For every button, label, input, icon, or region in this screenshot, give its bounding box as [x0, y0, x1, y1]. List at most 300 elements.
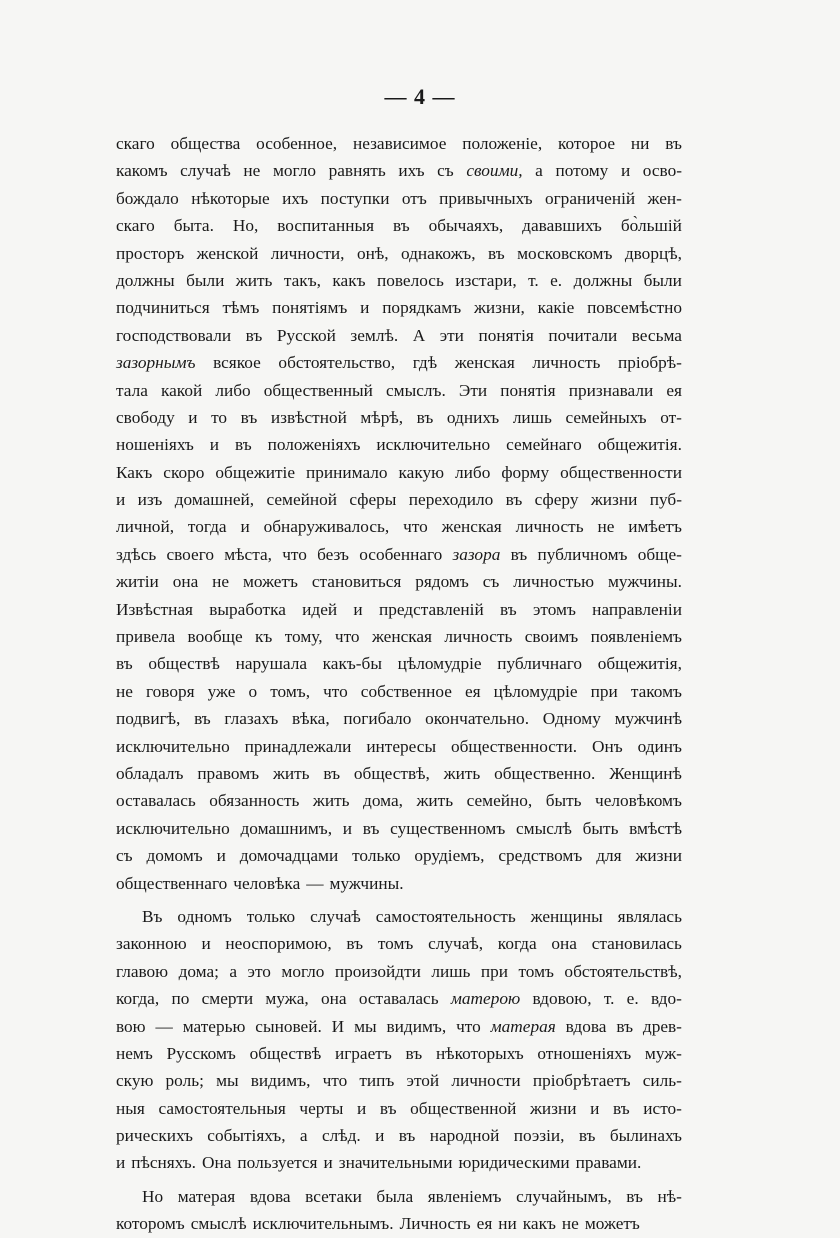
word: мы [354, 1016, 377, 1036]
word: въ [393, 216, 410, 236]
word: и [240, 517, 250, 537]
word: почитали [548, 325, 618, 345]
word: въ [416, 407, 434, 427]
word: смыслѣ [190, 1214, 247, 1234]
word: т. [528, 270, 539, 290]
word: случаѣ [310, 906, 361, 926]
word: самостоятельность [375, 906, 516, 926]
word: въ [194, 709, 211, 729]
word: что [403, 517, 428, 537]
word: слѣд. [321, 1126, 361, 1146]
word: и [590, 1098, 600, 1118]
word: такъ, [283, 270, 321, 290]
word: ея [464, 681, 481, 701]
word: томъ [518, 961, 554, 981]
word: поэзiи, [513, 1126, 565, 1146]
word: въ [245, 325, 263, 345]
word: е. [626, 989, 639, 1009]
word: личной, [116, 517, 175, 537]
word: лишь [512, 407, 552, 427]
word: мужчины. [329, 873, 404, 893]
text-line [116, 623, 682, 650]
word: силь- [642, 1071, 682, 1091]
word: при [480, 961, 508, 981]
word: личность [515, 517, 584, 537]
word: исключительно [116, 818, 230, 838]
word: отъ [401, 188, 427, 208]
word: дворцѣ, [624, 243, 682, 263]
word: томъ [377, 934, 414, 954]
word: глазахъ [224, 709, 279, 729]
word: общежитiе [215, 462, 296, 482]
word: семейныхъ [565, 407, 647, 427]
word: съ [437, 161, 454, 181]
paragraph [116, 1183, 682, 1238]
word: самостоятельныя [158, 1098, 286, 1118]
word: и [353, 599, 363, 619]
word: сферу [534, 490, 579, 510]
word: нѣкоторыхъ [435, 1043, 524, 1063]
text-line [116, 541, 682, 568]
word: ни [498, 1214, 517, 1234]
word: изъ [137, 490, 163, 510]
word: вообще [187, 627, 243, 647]
word: Личность [399, 1214, 471, 1234]
word: не [561, 1214, 579, 1234]
word: жить [312, 791, 350, 811]
word: человѣкомъ [595, 791, 682, 811]
word: она [172, 572, 199, 592]
word: и [342, 818, 353, 838]
word: общественности. [450, 736, 578, 756]
word: положенiе, [462, 134, 543, 153]
word: не [243, 161, 261, 181]
word: прiобрѣтаетъ [532, 1071, 631, 1091]
word: общественно. [494, 763, 596, 783]
word: правомъ [197, 763, 260, 783]
word: матерью [182, 1016, 246, 1036]
word: при [590, 681, 618, 701]
word: домомъ [146, 846, 203, 866]
word: от- [660, 407, 682, 427]
text-line [116, 958, 682, 985]
word: которое [557, 134, 616, 153]
text-line [116, 1149, 682, 1176]
word: тѣмъ [222, 298, 260, 318]
word: безъ [317, 544, 349, 564]
word: была [376, 1186, 414, 1206]
word: господствовали [116, 325, 232, 345]
word: повелось [376, 270, 444, 290]
word: можетъ [584, 1214, 640, 1234]
text-line [116, 157, 682, 184]
word: одномъ [177, 906, 232, 926]
text-line [116, 930, 682, 957]
word: этомъ [532, 599, 576, 619]
word: — [306, 873, 324, 893]
word: она [551, 934, 577, 954]
word: вдо- [650, 989, 682, 1009]
word: къ [255, 627, 273, 647]
word: либо [215, 380, 251, 400]
paragraph [116, 903, 682, 1177]
word: погибало [343, 709, 412, 729]
word: могло [272, 161, 317, 181]
word: выработка [209, 599, 286, 619]
word: общества [170, 134, 241, 153]
word: окончательно. [425, 709, 530, 729]
word: понятiямъ [272, 298, 348, 318]
word: съ [482, 572, 500, 592]
word: и [116, 490, 126, 510]
word: личности [451, 1071, 521, 1091]
word: это [247, 961, 271, 981]
word: подвигѣ, [116, 709, 181, 729]
text-line [116, 513, 682, 540]
word: и [116, 1153, 126, 1173]
word: мужчины. [607, 572, 682, 592]
word: случайнымъ, [516, 1186, 612, 1206]
word: видимъ, [250, 1071, 311, 1091]
word: привела [116, 627, 176, 647]
word: сыновей. [255, 1016, 322, 1036]
word: орудiемъ, [414, 846, 485, 866]
word: томъ, [270, 681, 311, 701]
word: всетаки [305, 1186, 362, 1206]
word: немъ [116, 1043, 153, 1063]
word: для [596, 846, 622, 866]
word: мы [216, 1071, 239, 1091]
word: были [186, 270, 225, 290]
word: Онъ [592, 736, 623, 756]
word: должны [573, 270, 633, 290]
word: въ [405, 1043, 423, 1063]
word: какомъ [116, 161, 168, 181]
word: въ [665, 134, 682, 153]
word: исключительно [376, 435, 491, 455]
word: типъ [359, 1071, 395, 1091]
word: ея [666, 380, 682, 400]
word: вѣка, [292, 709, 330, 729]
word: мѣста, [224, 544, 272, 564]
word: только [246, 906, 296, 926]
text-line [116, 431, 682, 458]
word: скаго [116, 216, 155, 236]
word: всякое [213, 353, 261, 373]
word: случаѣ [180, 161, 231, 181]
word: быть [582, 818, 619, 838]
word: исто- [643, 1098, 682, 1118]
word: матерая [177, 1186, 236, 1206]
word: о [248, 681, 258, 701]
word: видимъ, [386, 1016, 447, 1036]
word: Эти [458, 380, 488, 400]
word: равнять [328, 161, 386, 181]
word: принимало [306, 462, 388, 482]
word: какой [161, 380, 203, 400]
word: московскомъ [517, 243, 613, 263]
word: законною [116, 934, 187, 954]
text-line [116, 212, 682, 239]
word: матерою [450, 989, 521, 1009]
word: Русской [276, 325, 336, 345]
word: дома, [363, 791, 403, 811]
word: какiе [537, 298, 575, 318]
page-number: — 4 — [384, 84, 456, 109]
word: лишь [431, 961, 471, 981]
text-line [116, 240, 682, 267]
word: представленiй [378, 599, 484, 619]
word: принадлежали [244, 736, 352, 756]
text-line [116, 596, 682, 623]
word: исключительнымъ. [252, 1214, 394, 1234]
text-line [116, 322, 682, 349]
word: рядомъ [415, 572, 469, 592]
word: исключительно [116, 736, 230, 756]
word: обычаяхъ, [428, 216, 504, 236]
word: въ [398, 1126, 416, 1146]
word: произойдти [334, 961, 421, 981]
word: въ [626, 1186, 643, 1206]
text-line [116, 404, 682, 431]
word: личности, [270, 243, 345, 263]
text-line [116, 185, 682, 212]
word: отношенiяхъ [537, 1043, 632, 1063]
text-line [116, 1122, 682, 1149]
word: Но [142, 1186, 164, 1206]
text-line [116, 1183, 682, 1210]
word: существенномъ [390, 818, 506, 838]
word: вмѣстѣ [629, 818, 682, 838]
word: и [323, 1153, 333, 1173]
word: неоспоримою, [225, 934, 332, 954]
word: личностью [513, 572, 595, 592]
word: ея [476, 1214, 493, 1234]
word: бо̀льшiй [620, 216, 682, 236]
word: жить [443, 763, 481, 783]
word: форму [501, 462, 550, 482]
word: древ- [642, 1016, 682, 1036]
word: воспитанныя [277, 216, 375, 236]
word: осво- [642, 161, 682, 181]
text-line [116, 903, 682, 930]
word: которомъ [116, 1214, 185, 1234]
word: какую [398, 462, 445, 482]
word: имѣетъ [628, 517, 682, 537]
word: либо [455, 462, 491, 482]
word: гдѣ [412, 353, 438, 373]
word: въ [379, 1098, 397, 1118]
word: были [643, 270, 682, 290]
word: женщины [530, 906, 603, 926]
text-line [116, 377, 682, 404]
word: ихъ [398, 161, 425, 181]
word: этой [406, 1071, 440, 1091]
word: извѣстной [270, 407, 347, 427]
word: въ [323, 763, 341, 783]
word: она [320, 989, 347, 1009]
word: становиться [311, 572, 402, 592]
word: женская [371, 627, 433, 647]
word: матерая [490, 1016, 556, 1036]
word: общественнаго [116, 873, 228, 893]
word: женская [441, 517, 502, 537]
word: жизни [635, 846, 682, 866]
word: весьма [631, 325, 682, 345]
word: цѣломудрiе [397, 654, 482, 674]
word: женская [454, 353, 515, 373]
word: повсемѣстно [587, 298, 682, 318]
text-line [116, 985, 682, 1012]
word: общежитiя, [597, 654, 682, 674]
word: оставалась [358, 989, 439, 1009]
word: роль; [165, 1071, 204, 1091]
text-line [116, 349, 682, 376]
text-line [116, 1210, 682, 1237]
word: появленiемъ [590, 627, 682, 647]
word: и [375, 1126, 385, 1146]
word: правами. [575, 1153, 642, 1173]
word: должны [116, 270, 175, 290]
word: быта. [173, 216, 214, 236]
word: домашней, [174, 490, 255, 510]
word: въ [240, 407, 258, 427]
word: что [334, 627, 360, 647]
word: когда, [116, 989, 160, 1009]
word: скоро [163, 462, 205, 482]
word: рическихъ [116, 1126, 193, 1146]
word: зазора [452, 544, 501, 564]
word: тогда [187, 517, 227, 537]
word: жен- [647, 188, 682, 208]
word: жизни [590, 490, 638, 510]
word: въ [234, 435, 252, 455]
word: такомъ [630, 681, 682, 701]
word: здѣсь [116, 544, 157, 564]
word: вою [116, 1016, 146, 1036]
word: какъ-бы [322, 654, 382, 674]
text-line [116, 1067, 682, 1094]
word: общежитiя. [597, 435, 682, 455]
word: жить [416, 791, 454, 811]
word: въ [616, 1016, 634, 1036]
word: жить [235, 270, 273, 290]
text-line [116, 842, 682, 869]
word: въ [578, 1126, 596, 1146]
word: понятiя [478, 325, 534, 345]
word: обществѣ [148, 654, 220, 674]
text-line [116, 787, 682, 814]
word: Она [202, 1153, 232, 1173]
word: своего [166, 544, 215, 564]
text-line [116, 486, 682, 513]
word: уже [207, 681, 236, 701]
word: въ [510, 544, 528, 564]
word: въ [116, 654, 133, 674]
word: переходило [408, 490, 494, 510]
word: личность [532, 353, 601, 373]
word: черты [299, 1098, 344, 1118]
word: нѣкоторые [191, 188, 270, 208]
word: событiяхъ, [207, 1126, 286, 1146]
word: какъ [332, 270, 366, 290]
word: одинъ [637, 736, 682, 756]
word: общественный [263, 380, 373, 400]
word: быть [545, 791, 582, 811]
word: особеннаго [359, 544, 443, 564]
word: скую [116, 1071, 154, 1091]
word: дома; [178, 961, 219, 981]
word: житiи [116, 572, 159, 592]
word: и [360, 298, 370, 318]
word: Одному [542, 709, 601, 729]
word: Но, [232, 216, 259, 236]
word: смерти [201, 989, 254, 1009]
word: и [216, 846, 226, 866]
text-line [116, 650, 682, 677]
body-text [116, 130, 682, 1238]
text-line [116, 678, 682, 705]
word: семейнаго [506, 435, 582, 455]
word: тала [116, 380, 148, 400]
word: человѣка [233, 873, 301, 893]
word: семейной [266, 490, 338, 510]
word: общественной [410, 1098, 517, 1118]
word: просторъ [116, 243, 185, 263]
word: случаѣ, [428, 934, 484, 954]
word: что [282, 544, 307, 564]
text-line [116, 568, 682, 595]
word: и [620, 161, 631, 181]
word: ихъ [282, 188, 309, 208]
word: главою [116, 961, 169, 981]
word: могло [281, 961, 325, 981]
word: бождало [116, 188, 179, 208]
word: публичномъ [537, 544, 628, 564]
word: независимое [352, 134, 447, 153]
text-line [116, 705, 682, 732]
word: и [201, 934, 211, 954]
word: общественности [560, 462, 682, 482]
word: муж- [644, 1043, 682, 1063]
word: въ [505, 490, 523, 510]
word: собственное [360, 681, 452, 701]
word: Извѣстная [116, 599, 193, 619]
word: ни [630, 134, 650, 153]
word: Русскомъ [166, 1043, 236, 1063]
word: публичнаго [497, 654, 583, 674]
word: своимъ [524, 627, 579, 647]
word: въ [612, 1098, 630, 1118]
text-line [116, 1040, 682, 1067]
word: не [597, 517, 615, 537]
word: личность [444, 627, 513, 647]
word: привычныхъ [439, 188, 533, 208]
word: не [116, 681, 133, 701]
word: идей [302, 599, 338, 619]
word: онѣ, [356, 243, 389, 263]
word: а [229, 961, 238, 981]
word: пѣсняхъ. [131, 1153, 196, 1173]
word: обладалъ [116, 763, 184, 783]
word: въ [362, 818, 380, 838]
word: обществѣ [249, 1043, 322, 1063]
word: съ [116, 846, 133, 866]
word: значительными [338, 1153, 453, 1173]
word: мужа, [265, 989, 309, 1009]
word: мѣрѣ, [360, 407, 404, 427]
word: понятiя [500, 380, 556, 400]
